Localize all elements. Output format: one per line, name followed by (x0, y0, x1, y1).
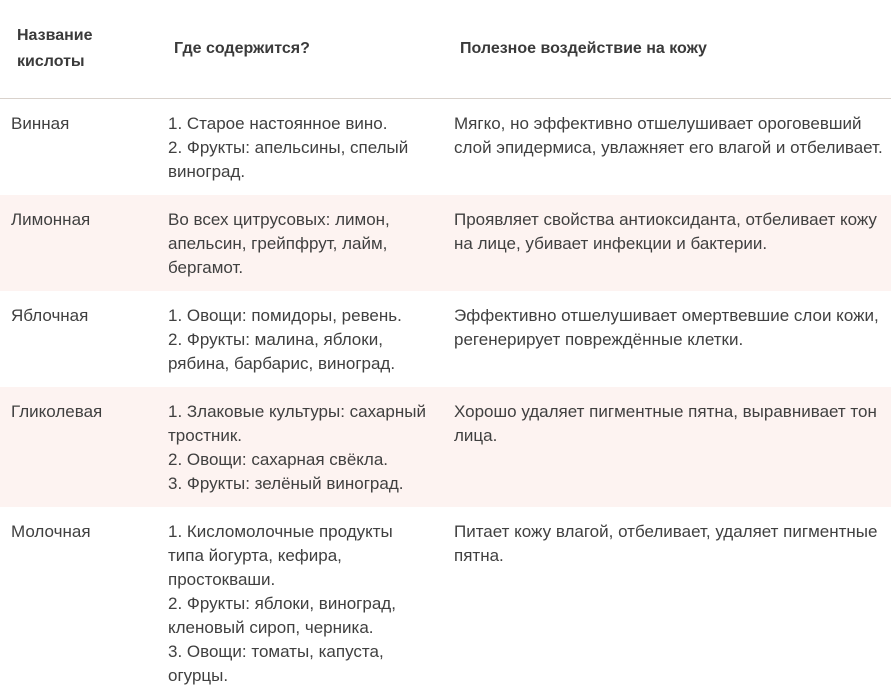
table-header (0, 0, 891, 98)
effect-cell: Проявляет свойства антиоксиданта, отбеливает кожу на лице, убивает инфекции и бактерии. (442, 195, 891, 291)
acid-name-cell: Винная (11, 113, 70, 133)
acid-name-cell: Яблочная (11, 305, 89, 325)
source-cell: 1. Овощи: помидоры, ревень. 2. Фрукты: малина, яблоки, рябина, барбарис, виноград. (168, 305, 402, 373)
acid-name-cell: Лимонная (0, 195, 157, 291)
table-row (0, 98, 891, 195)
effect-cell: Питает кожу влагой, отбеливает, удаляет пигментные пятна. (454, 521, 878, 565)
source-cell: 1. Старое настоянное вино. 2. Фрукты: апельсины, спелый виноград. (168, 113, 409, 181)
table-row (0, 507, 891, 699)
effect-cell: Эффективно отшелушивает омертвевшие слои кожи, регенерирует повреждённые клетки. (454, 305, 879, 349)
header-effect: Полезное воздействие на кожу (442, 0, 891, 98)
acid-name-cell: Молочная (11, 521, 91, 541)
table-body (0, 98, 891, 699)
header-row (0, 0, 891, 98)
source-cell: 1. Злаковые культуры: сахарный тростник. 2. Овощи: сахарная свёкла. 3. Фрукты: зелёный виноград. (157, 387, 442, 507)
header-source: Где содержится? (157, 0, 442, 98)
header-acid-name: Название кислоты (0, 0, 157, 98)
effect-cell: Мягко, но эффективно отшелушивает ороговевший слой эпидермиса, увлажняет его влагой и отбеливает. (454, 113, 883, 157)
source-cell: 1. Кисломолочные продукты типа йогурта, кефира, простокваши. 2. Фрукты: яблоки, виноград, кленовый сироп, черника. 3. Овощи: томаты, капуста, огурцы. (168, 521, 396, 685)
source-cell: Во всех цитрусовых: лимон, апельсин, грейпфрут, лайм, бергамот. (157, 195, 442, 291)
table-row (0, 291, 891, 387)
table-row (0, 195, 891, 291)
table-row (0, 387, 891, 507)
effect-cell: Хорошо удаляет пигментные пятна, выравнивает тон лица. (442, 387, 891, 507)
acid-name-cell: Гликолевая (0, 387, 157, 507)
